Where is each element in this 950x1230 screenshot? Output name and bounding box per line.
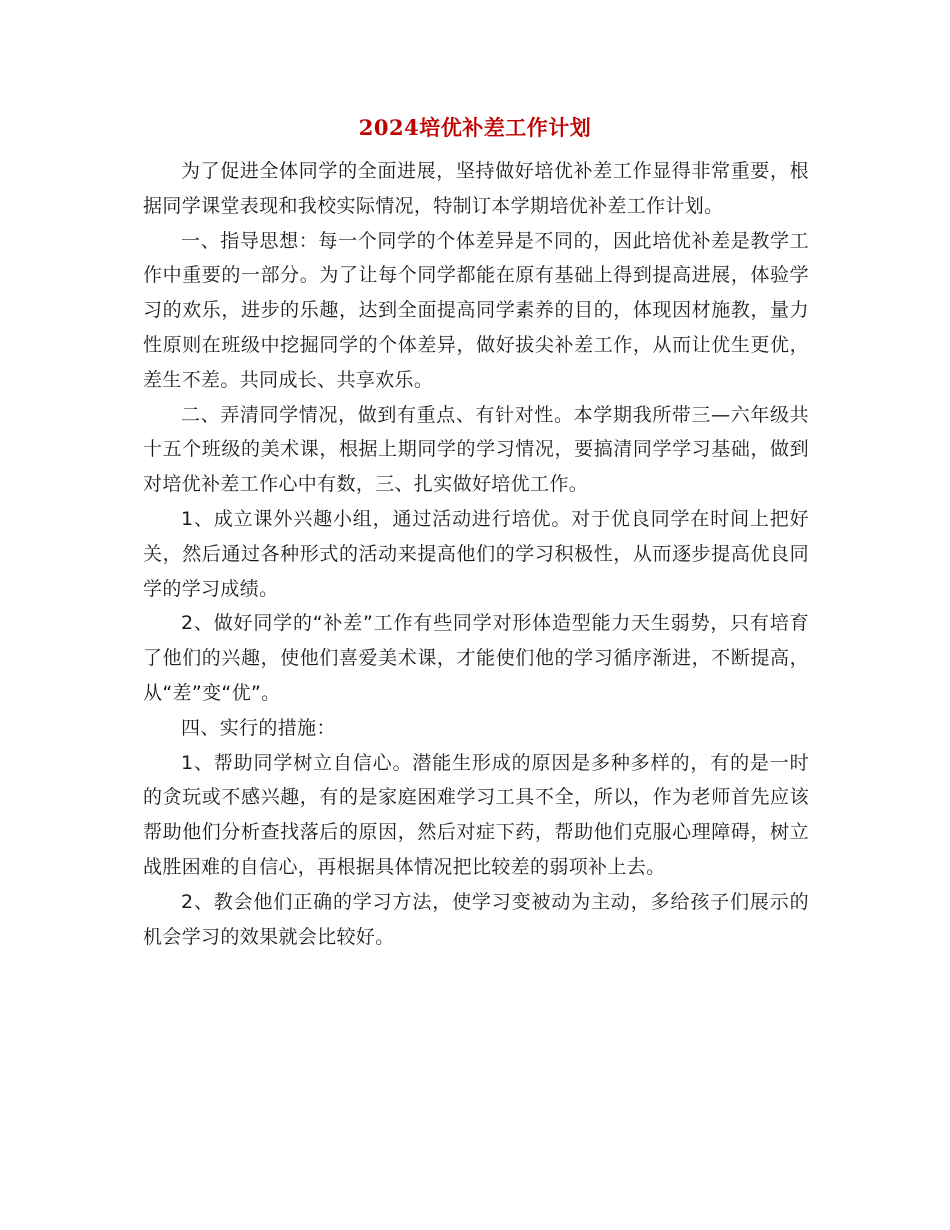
paragraph-measures-heading: 四、实行的措施： <box>181 716 336 739</box>
paragraph-learning-methods: 2、教会他们正确的学习方法，使学习变被动为主动，多给孩子们展示的机会学习的效果就会比较好。 <box>143 890 809 948</box>
paragraph-build-confidence: 1、帮助同学树立自信心。潜能生形成的原因是多种多样的，有的是一时的贪玩或不感兴趣，有的是家庭困难学习工具不全，所以，作为老师首先应该帮助他们分析查找落后的原因，然后对症下药，帮助他们克服心理障碍，树立战胜困难的自信心，再根据具体情况把比较差的弱项补上去。 <box>143 751 809 878</box>
paragraph-interest-group: 1、成立课外兴趣小组，通过活动进行培优。对于优良同学在时间上把好关，然后通过各种形式的活动来提高他们的学习积极性，从而逐步提高优良同学的学习成绩。 <box>143 507 809 600</box>
document-title: 2024培优补差工作计划 <box>358 115 592 140</box>
document-body <box>143 154 809 954</box>
paragraph-student-situation: 二、弄清同学情况，做到有重点、有针对性。本学期我所带三—六年级共十五个班级的美术课，根据上期同学的学习情况，要搞清同学学习基础，做到对培优补差工作心中有数，三、扎实做好培优工作。 <box>143 403 809 496</box>
paragraph-intro: 为了促进全体同学的全面进展，坚持做好培优补差工作显得非常重要，根据同学课堂表现和我校实际情况，特制订本学期培优补差工作计划。 <box>143 160 809 217</box>
paragraph-guiding-principle: 一、指导思想：每一个同学的个体差异是不同的，因此培优补差是教学工作中重要的一部分。为了让每个同学都能在原有基础上得到提高进展，体验学习的欢乐，进步的乐趣，达到全面提高同学素养的目的，体现因材施教，量力性原则在班级中挖掘同学的个体差异，做好拔尖补差工作，从而让优生更优，差生不差。共同成长、共享欢乐。 <box>143 229 809 391</box>
paragraph-remedial-work: 2、做好同学的“补差”工作有些同学对形体造型能力天生弱势，只有培育了他们的兴趣，使他们喜爱美术课，才能使们他的学习循序渐进，不断提高，从“差”变“优”。 <box>143 612 809 704</box>
